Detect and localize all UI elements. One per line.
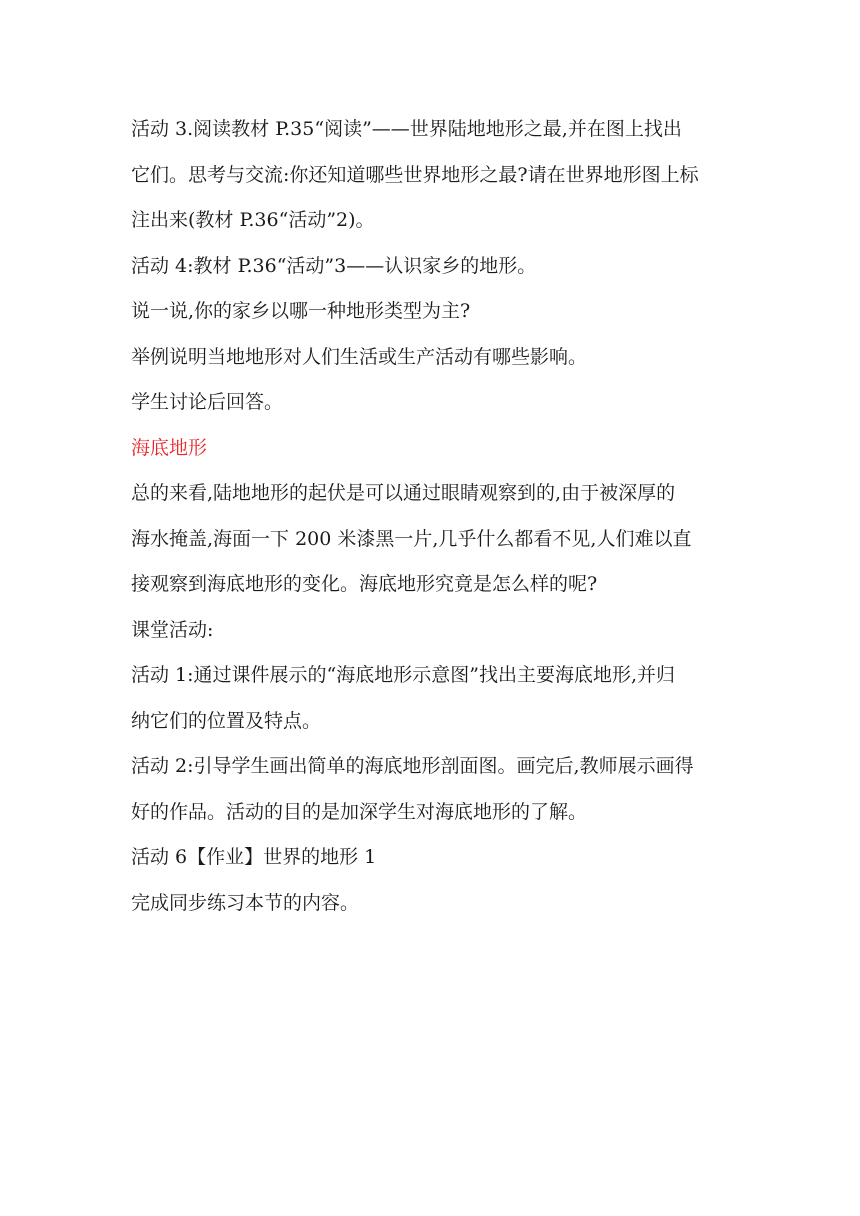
seabed-paragraph-line-1: 总的来看,陆地地形的起伏是可以通过眼睛观察到的,由于被深厚的 [131,482,676,504]
activity-1-line-2: 纳它们的位置及特点。 [131,709,322,732]
classroom-activity-label: 课堂活动: [131,618,214,641]
seabed-paragraph-line-2: 海水掩盖,海面一下 200 米漆黑一片,几乎什么都看不见,人们难以直 [131,527,692,550]
activity-3-line-2: 它们。思考与交流:你还知道哪些世界地形之最?请在世界地形图上标 [131,163,699,186]
activity-4-line: 活动 4:教材 P.36“活动”3——认识家乡的地形。 [131,254,537,277]
question-hometown-line: 说一说,你的家乡以哪一种地形类型为主? [131,300,471,322]
activity-1-line-1: 活动 1:通过课件展示的“海底地形示意图”找出主要海底地形,并归 [131,664,675,686]
student-discussion-line: 学生讨论后回答。 [131,391,284,413]
example-impact-line: 举例说明当地地形对人们生活或生产活动有哪些影响。 [131,345,588,368]
activity-3-line-3: 注出来(教材 P.36“活动”2)。 [131,209,375,231]
activity-6-homework-line: 活动 6【作业】世界的地形 1 [131,846,377,868]
activity-2-line-1: 活动 2:引导学生画出简单的海底地形剖面图。画完后,教师展示画得 [131,755,694,777]
seabed-paragraph-line-3: 接观察到海底地形的变化。海底地形究竟是怎么样的呢? [131,573,598,595]
complete-exercise-line: 完成同步练习本节的内容。 [131,891,360,914]
activity-3-line-1: 活动 3.阅读教材 P.35“阅读”——世界陆地地形之最,并在图上找出 [131,118,682,140]
activity-2-line-2: 好的作品。活动的目的是加深学生对海底地形的了解。 [131,800,588,823]
section-heading-seabed: 海底地形 [131,436,208,459]
document-body [131,107,731,926]
